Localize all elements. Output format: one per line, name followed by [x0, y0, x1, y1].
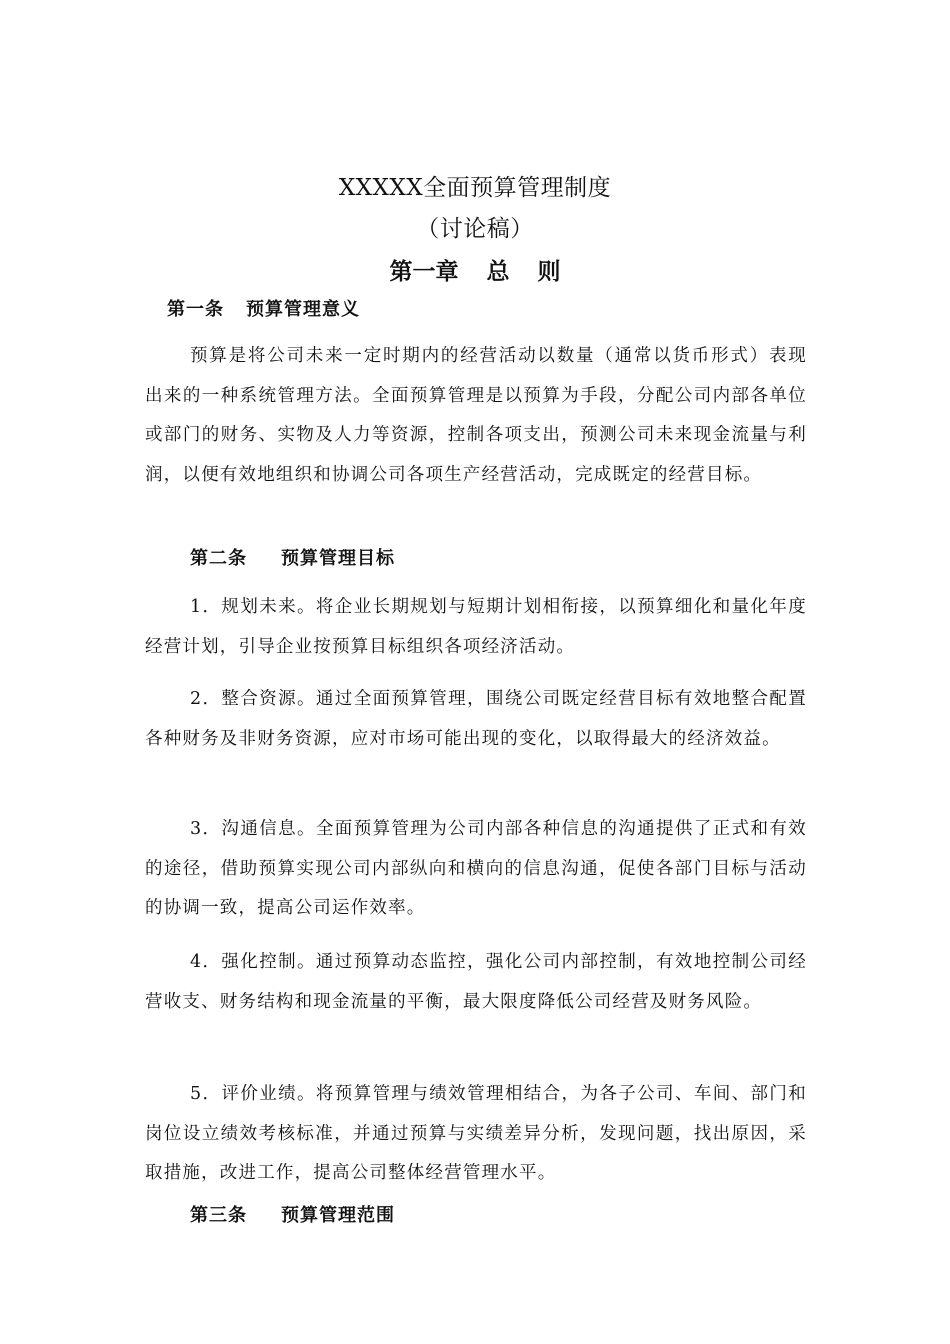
chapter-name-part1: 总: [486, 258, 510, 285]
chapter-number: 第一章: [389, 258, 459, 285]
article-2-item-5: 5．评价业绩。将预算管理与绩效管理相结合，为各子公司、车间、部门和岗位设立绩效考核标准，并通过预算与实绩差异分析，发现问题，找出原因，采取措施，改进工作，提高公司整体经营管理水平。: [145, 1084, 807, 1183]
document-subtitle: （讨论稿）: [416, 216, 534, 242]
chapter-heading: [0, 253, 950, 286]
article-2-item-1: 1．规划未来。将企业长期规划与短期计划相衔接，以预算细化和量化年度经营计划，引导企业按预算目标组织各项经济活动。: [145, 597, 807, 657]
article-2-item-3: 3．沟通信息。全面预算管理为公司内部各种信息的沟通提供了正式和有效的途径，借助预算实现公司内部纵向和横向的信息沟通，促使各部门目标与活动的协调一致，提高公司运作效率。: [145, 819, 807, 918]
article-3-heading: [190, 1201, 395, 1227]
article-number: 第二条: [190, 548, 247, 569]
article-2-item-4: 4．强化控制。通过预算动态监控，强化公司内部控制，有效地控制公司经营收支、财务结构和现金流量的平衡，最大限度降低公司经营及财务风险。: [145, 952, 807, 1012]
article-2-heading: [190, 544, 395, 570]
article-title: 预算管理意义: [246, 299, 360, 320]
chapter-name-part2: 则: [537, 258, 561, 285]
article-number: 第三条: [190, 1205, 247, 1226]
article-1-heading: [167, 295, 360, 321]
article-title: 预算管理目标: [281, 548, 395, 569]
article-title: 预算管理范围: [281, 1205, 395, 1226]
article-1-paragraph: 预算是将公司未来一定时期内的经营活动以数量（通常以货币形式）表现出来的一种系统管理方法。全面预算管理是以预算为手段，分配公司内部各单位或部门的财务、实物及人力等资源，控制各项支出，预测公司未来现金流量与利润，以便有效地组织和协调公司各项生产经营活动，完成既定的经营目标。: [145, 346, 807, 485]
article-number: 第一条: [167, 299, 224, 320]
article-2-item-2: 2．整合资源。通过全面预算管理，围绕公司既定经营目标有效地整合配置各种财务及非财务资源，应对市场可能出现的变化，以取得最大的经济效益。: [145, 689, 807, 749]
document-title: XXXXX全面预算管理制度: [338, 175, 612, 201]
